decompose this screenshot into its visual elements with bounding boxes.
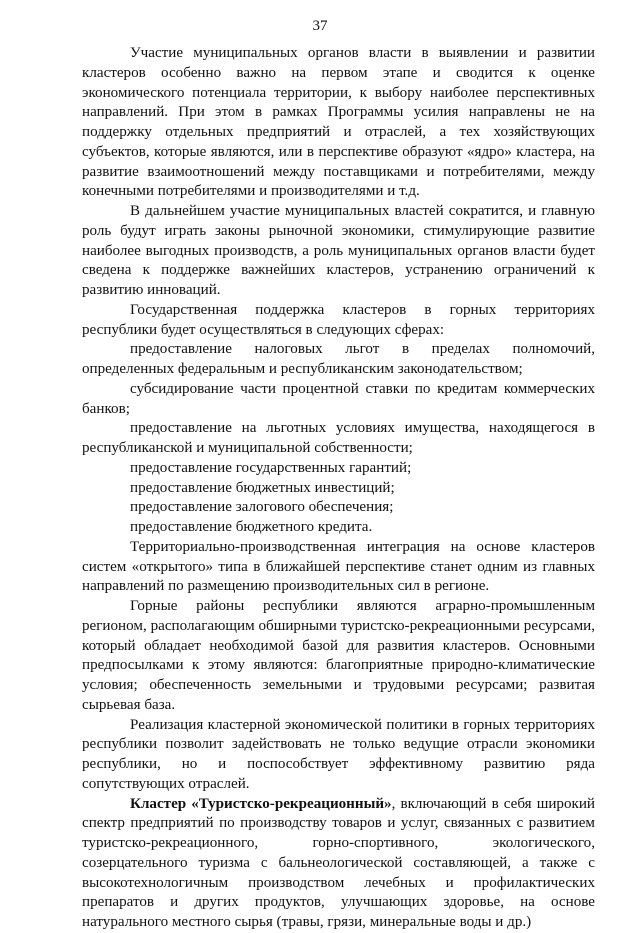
support-item-credit: предоставление бюджетного кредита.	[130, 519, 373, 535]
paragraph-market-laws: В дальнейшем участие муниципальных властей сократится, и главную роль будут играть законы рыночной экономики, стимулирующие развитие наиболее выгодных производств, а роль муниципальных органов власти будет сведена к поддержке важнейших кластеров, устранению ограничений к развитию инноваций.	[82, 203, 595, 298]
paragraph-mountain-regions: Горные районы республики являются аграрно-промышленным регионом, располагающим обширными туристско-рекреационными ресурсами, который обладает необходимой базой для развития кластеров. Основными предпосылками к этому являются: благоприятные природно-климатические условия; обеспеченность земельными и трудовыми ресурсами; развитая сырьевая база.	[82, 598, 595, 713]
document-body	[82, 44, 595, 933]
paragraph-integration: Территориально-производственная интеграция на основе кластеров систем «открытого» типа в ближайшей перспективе станет одним из главных направлений по размещению производительных сил в регионе.	[82, 538, 595, 595]
paragraph-cluster-policy: Реализация кластерной экономической политики в горных территориях республики позволит задействовать не только ведущие отрасли экономики республики, но и поспособствует эффективному развитию ряда сопутствующих отраслей.	[82, 716, 595, 792]
support-item-property: предоставление на льготных условиях имущества, находящегося в республиканской и муниципальной собственности;	[82, 420, 595, 456]
support-item-collateral: предоставление залогового обеспечения;	[130, 499, 394, 516]
support-item-investments: предоставление бюджетных инвестиций;	[130, 479, 395, 496]
paragraph-state-support-intro: Государственная поддержка кластеров в горных территориях республики будет осуществляться в следующих сферах:	[82, 301, 595, 338]
paragraph-tourism-cluster	[82, 795, 595, 933]
support-item-tax: предоставление налоговых льгот в пределах полномочий, определенных федеральным и республиканским законодательством;	[82, 341, 595, 377]
paragraph-municipal-role: Участие муниципальных органов власти в выявлении и развитии кластеров особенно важно на первом этапе и сводится к оценке экономического потенциала территории, к выбору наиболее перспективных направлений. При этом в рамках Программы усилия направлены не на поддержку отдельных предприятий и отраслей, а тех хозяйствующих субъектов, которые являются, или в перспективе образуют «ядро» кластера, на развитие взаимоотношений между поставщиками и потребителями, между конечными потребителями и производителями и т.д.	[82, 45, 595, 200]
support-item-interest: субсидирование части процентной ставки по кредитам коммерческих банков;	[82, 380, 595, 417]
page-number: 37	[312, 18, 328, 34]
cluster-title: Кластер «Туристско-рекреационный»	[130, 795, 392, 812]
support-item-guarantees: предоставление государственных гарантий;	[130, 459, 412, 476]
cluster-description: , включающий в себя широкий спектр предприятий по производству товаров и услуг, связанных с развитием туристско-рекреационного, горно-спортивного, экологического, созерцательного туризма с бальнеологической составляющей, а также с высокотехнологичным производством лечебных и профилактических препаратов и других продуктов, улучшающих здоровье, на основе натурального местного сырья (травы, грязи, минеральные воды и др.)	[82, 795, 595, 930]
